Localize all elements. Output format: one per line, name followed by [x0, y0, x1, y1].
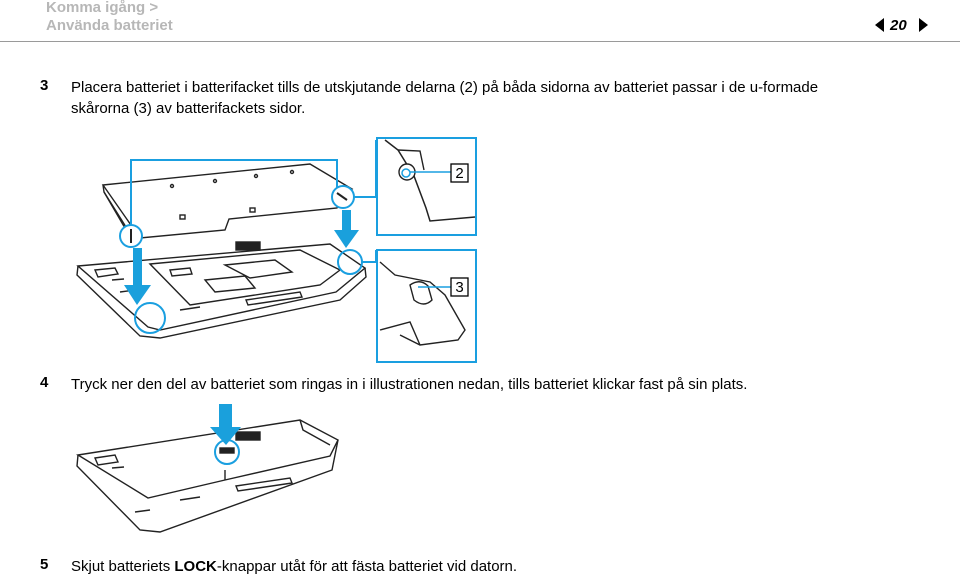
step-number: 4 — [40, 374, 49, 391]
step-number: 5 — [40, 556, 49, 573]
detail-box-3 — [377, 250, 476, 362]
step-text-plain: Skjut batteriets — [71, 558, 175, 575]
step-text-line: Placera batteriet i batterifacket tills de utskjutande delarna (2) på båda sidorna av batteriet passar i de u-formade — [71, 79, 819, 96]
computer-base — [77, 242, 366, 338]
battery-pack — [103, 164, 352, 238]
arrow-down-icon — [334, 210, 359, 248]
lock-keyword: LOCK — [174, 558, 217, 575]
callout-label-3: 3 — [455, 279, 464, 296]
header-divider — [0, 41, 960, 42]
step-text-line: skårorna (3) av batterifackets sidor. — [71, 100, 306, 117]
page-number: 20 — [890, 17, 907, 34]
computer-with-battery — [77, 420, 338, 532]
next-page-icon[interactable] — [919, 18, 928, 32]
step-text-line: Tryck ner den del av batteriet som ringas in i illustrationen nedan, tills batteriet klickar fast på sin plats. — [71, 376, 748, 393]
detail-box-2 — [377, 138, 476, 235]
battery-press-illustration — [0, 400, 960, 548]
previous-page-icon[interactable] — [875, 18, 884, 32]
step-text-line — [71, 556, 517, 578]
callout-label-2: 2 — [455, 165, 464, 182]
breadcrumb-parent[interactable]: Komma igång > — [46, 0, 159, 16]
step-number: 3 — [40, 77, 49, 94]
step-text-plain: -knappar utåt för att fästa batteriet vid datorn. — [216, 558, 518, 575]
page-header — [0, 0, 960, 42]
breadcrumb-current[interactable]: Använda batteriet — [46, 17, 173, 34]
battery-insertion-illustration — [0, 128, 960, 378]
